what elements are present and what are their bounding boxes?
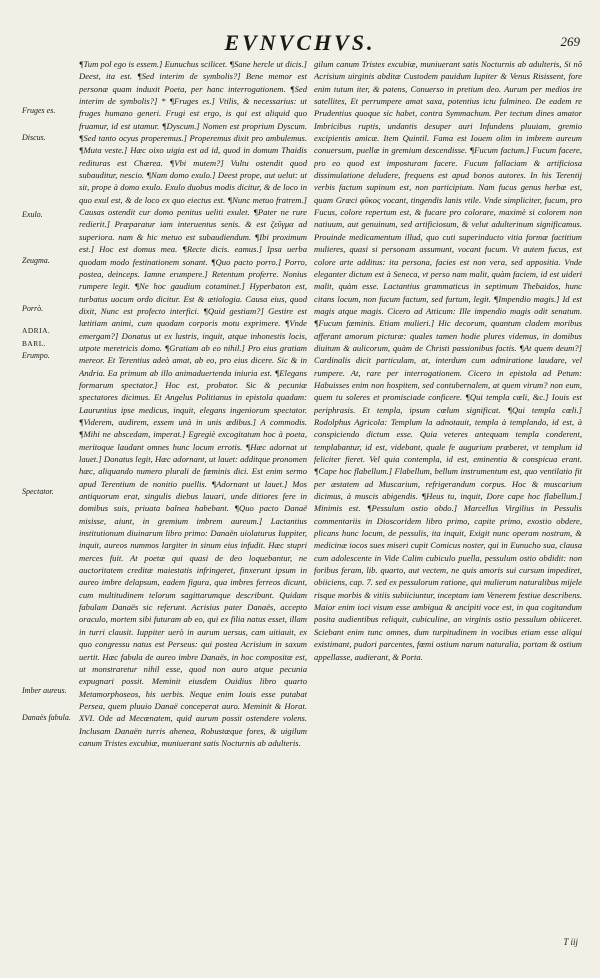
margin-note: BARL.	[22, 339, 47, 348]
margin-note: ADRIA.	[22, 326, 51, 335]
page-number: 269	[560, 34, 580, 49]
margin-note: Exulo.	[22, 210, 43, 219]
margin-note: Erumpo.	[22, 351, 50, 360]
margin-note: Danaës fabula.	[22, 713, 71, 722]
left-text-column: ¶Tum pol ego is essem.] Eunuchus scilicet. ¶Sane hercle ut dicis.] Deest, ita est. ¶Sed interim de symbolis?] Bene memor est personæ quam induxit Poeta, per hanc interrogationem. ¶Sed interim de symbolis?] * ¶Fruges es.] Vtilis, & necessarius: ut fruges humano generi. Frugi est ergo, is qui est aliquid quo fruamur, id est utamur. ¶Dyscum.] Nomen est proprium Dyscum. ¶Sed tanto ocyus properemus.] Properemus dixit pro ambulemus. ¶Muta veste.] Hæc oixo uigia est ad id, quod in domum Thaidis redituras est Chærea. ¶Vbi mutem?] Vultu ostendit quod subauditur, nescio. ¶Nam domo exulo.] Deest prope, aut uelut: ut sit, prope à domo exulo. Exulo duobus modis dicitur, & de loco in quo exul est, & de loco ex quo eiectus est. ¶Nunc metuo fratrem.] Causas ostendit cur domo penitus ueliti exulet. ¶Pater ne rure redierit.] Præparatur iam interuentus senis. & est ζεῦγμα ad superiora. nam & hic metuo est subaudiendum. ¶Ibi proximum est.] Hoc est domus mea. ¶Recte dicis. eamus.] Ipsa uerba quodam modo festinationem sonant. ¶Quo pacto porro.] Porro, postea, deinceps. Iamne erumpere.] Retentum proferre. Nonius rumpere legit. ¶Ne hoc gaudium cotaminet.] Hyperbaton est, turbatus uocum ordo dicitur. Est & ætiologia. Causa eius, quod dixit, Nunc est profecto interfici. ¶Quid gestiam?] Gestire est lætitiam animi, cum quodam corporis motu exprimere. ¶Vnde emergam?] Donatus ut ex lustris, inquit, atque inhonestis locis, utpote meretricis domo. ¶Gratiam ab eo nihil.] Pro eius gratiam mereor. Et Terentius adeò amat, ab eo, pro eius dicere. Sic & in Andria. Ea primum ab illo animaduertenda iniuria est. ¶Elegans formarum spectator.] Hoc est, probator. Sic & pecuniæ spectatores dicimus. Et Angelus Politianus in epistola quadam: Lauruntius ipse medicus, inquit, elegans ingeniorum spectator. ¶Viderem, audirem, essem unà in unis ædibus.] A commodis. ¶Mihi ne abscedam, imperat.] Egregiè excogitatum hoc à poeta, meritoque laudant omnes hunc locum errotis. ¶Hæc adornat ut lauet.] Donatus legit, Hæc adornant, ut lauet: additque pronomen hæc, aliquando numero plurali de fœminis dici. Est enim sermo apud Terentium de nonitio puellis. ¶Adornant ut lauet.] Mos antiquorum erat, singulis diebus lauari, unde ditiores fere in domibus suis, priuata balnea habebant. ¶Quo pacto Danaë misisse, aiunt, in gremium imbrem aureum.] Lactantius institutionum diuinarum libro primo: Danaën uiolaturus Iuppiter, inquit, aureos nummos largiter in sinum eius infudit. Hæc stupri merces fuit. At poetæ qui quasi de deo loquebantur, ne auctoritatem creditæ maiestatis infringeret, finxerunt ipsum in aureo imbre delapsum, eadem figura, qua imbres ferreos dicunt, cum multitudinem telorum sagittarumque describunt. Quidam fabulam Danaës sic referunt. Acrisius pater Danaës, accepto oraculo, mortem sibi futuram ab eo, qui ex filia natus esset, illam in turri clausit. Iuppiter uerò in aurum uersus, cam uitiauit, ex quo congressu natus est Perseus: qui postea Acrisium in saxum uertit. Hæc fabula de aureo imbre Danaës, in hoc compositæ est, ut monstraretur nihil esse, quod non auro atque pecunia expugnari possit. Meminit eiusdem Ouidius libro quarto Metamorphoseos, his uerbis. Neque enim Iouis esse putabat Persea, quem pluuio Danaë conceperat auro. Meminit & Horat. XVI. Ode ad Mecœnatem, quid aurum possit ostendere volens. Inclusam Danaën turris ahenea, Robustæque fores, & uigilum canum Tristes excubiæ, muniuerant satis Nocturnis ab adulteris.	[79, 59, 307, 748]
margin-notes	[8, 58, 78, 963]
margin-note: Fruges es.	[22, 106, 56, 115]
margin-note: Porrò.	[22, 304, 44, 313]
margin-note: Discus.	[22, 133, 46, 142]
margin-note: Spectator.	[22, 487, 54, 496]
margin-note: Imber aureus.	[22, 686, 67, 695]
running-title: EVNVCHVS.	[224, 30, 376, 55]
right-text-column: gilum canum Tristes excubiæ, muniuerant satis Nocturnis ab adulteris, Si nõ Acrisium uirginis abditæ Custodem pauidum Iupiter & Venus Risissent, fore enim tutum iter, & patens, Conuerso in pretium deo. Aurum per medios ire satellites, Et perrumpere amat saxa, potentius ictu fulmineo. De eadem re Prudentius quoque sic habet, contra Symmachum. Per tectum dines amator Imbricibus ruptis, undantis desuper auri Infundens pluuiam, gremio excipientis amicæ. Item Quintil. Fama est Iouem olim in imbrem aureum conuersum, puellæ in gremium descendisse. ¶Fucum factum.] Fucum facere, pro eo quod est imposturam facere. Fucum fallaciam & artificiosa dissimulatione deludere, frequens est apud bonos autores. In his Terentij verbis factum supinum est, non participium. Nam fucus genus herbæ est, quam Græci φῦκος vocant, tingendis lanis vtile. Vnde simpliciter, fucum, pro Fucus, colore repertum est, & fucare pro colorare, maximè si colorem non natiuum, aut genuinum, sed artificiosum, & velut adulterinum significamus. Prouinde medicamentum illud, quo cuti superinducto vitia formæ factitium mulieres, quasi si personam assumunt, vocant fucum. Vt autem fucus, est colore arte additus: ita persona, facies est non vera, sed appositia. Vnde eleganter dictum est à Seneca, vt perso nam malit, quàm faciem, id est uideri malit, quàm esse. Lactantius grammaticus in septimum Thebaidos, hunc citans locum, non fucum factum, sed furtum, legit. ¶Impendio magis.] Id est magis atque magis. Cicero ad Atticum: Ille impendio magis odit senatum. ¶Fucum fæminis. Etiam mulieri.] Hic decorum, quantum cladem moribus afferant amorum picturæ: quales tamen hodie plures videmus, in domibus diuitum & aulicorum, quàm de Christi passionibus factis. ¶At quem deum?] Cardinalis dicit particulam, at, interdum cum admiratione laudare, vel rumpere. At, rare per interrogationem. Cicero in epistola ad Petum: Habuisses enim non hospitem, sed contubernalem, at quem virum? non eum, quem tu soleres et promisciade conficere. ¶Qui templa cœli, &c.] Iouis est periphrasis. Et templa, ipsum cœlum significat. ¶Qui templa cœli.] Rodolphus Agricola: Templum la adnotauit, templa à templando, id est, à conspiciendo dictum esse. Quia veteres antequam templa conderent, templabantur, id est, videbant, quale fe augurium præberet, vt templum id feliciter fieret. Vel quia contempla, id est, eminentia & conspicua erant. ¶Cape hoc flabellum.] Flabellum, bellum instrumentum est, quo ventilatio fit per æstatem ad Muscarium, refrigerandum corpus. Hoc & muscarium dicimus, à muscis abigendis. ¶Heus tu, inquit, Dore cape hoc flabellum.] Minimis est. ¶Pessulum ostio obdo.] Marcellus Virgilius in Pessulis commentariis in Dioscoridem libro primo, capite primo, exostio obdere, plicans hunc locum, de pessulis, ita inquit, Exigit nunc operam nostram, & medicinæ iocos sues miseri cupit Comicus noster, qui in Eunucho sua, clausa cum adolescente in Vide Calim cubiculo puella, pessulum ostio obdidit: non foribus feram, lib. quarto, aut vectem, ne quis amoris sui cursum impediret, obiiciens, cap. 7. sed ex pessulorum ratione, qui mulierum naturalibus mijele risque morbis & vitiis subiiciuntur, inceptam iam Venerem festiue describens. Maior enim ioci visum esse ambigua & ancipiti voce est, in qua cogitandum posita audientibus reliquit, cubiculine, an virginis ostio pessulum obiiceret. Sciebant enim tunc omnes, dum turpitudinem in vocibus etiam esse aliqui existimant, pudori parcentes, fœmi ostium narum naturalia, portam & ostium appellasse, audierant, & Porta.	[314, 59, 582, 662]
running-head	[0, 30, 600, 56]
margin-note: Zeugma.	[22, 256, 50, 265]
catchword: T iij	[563, 937, 578, 947]
